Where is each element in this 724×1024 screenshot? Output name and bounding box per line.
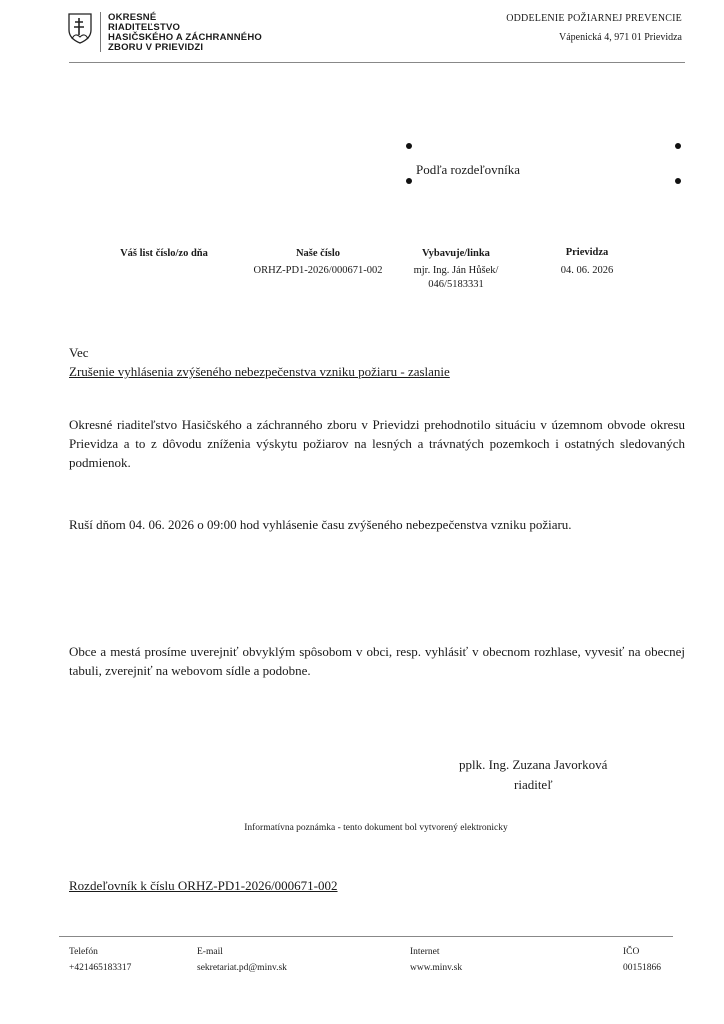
footer-email: sekretariat.pd@minv.sk [197,963,287,973]
department-name: ODDELENIE POŽIARNEJ PREVENCIE [506,13,682,24]
footer-email-label: E-mail [197,947,223,957]
subject-line: Zrušenie vyhlásenia zvýšeného nebezpečenstva vzniku požiaru - zaslanie [69,364,450,379]
window-corner-mark [406,143,412,149]
org-line: HASIČSKÉHO A ZÁCHRANNÉHO [108,32,262,43]
body-paragraph: Ruší dňom 04. 06. 2026 o 09:00 hod vyhlásenie času zvýšeného nebezpečenstva vzniku požiaru. [69,517,572,532]
recipient: Podľa rozdeľovníka [416,162,521,177]
footer-ico: 00151866 [623,963,661,973]
window-corner-mark [406,178,412,184]
body-paragraph: Obce a mestá prosíme uverejniť obvyklým spôsobom v obci, resp. vyhlásiť v obecnom rozhlase, vyvesiť na obecnej tabuli, zverejniť na webovom sídle a podobne. [69,644,685,678]
organization-name [108,13,308,53]
org-line: ZBORU V PRIEVIDZI [108,42,204,53]
org-line: RIADITEĽSTVO [108,22,181,33]
footer-ico-label: IČO [623,947,640,957]
footer-divider [59,936,673,937]
handled-by-label: Vybavuje/linka [422,248,490,259]
department-address: Vápenická 4, 971 01 Prievidza [558,32,682,43]
footer-phone-label: Telefón [69,947,98,957]
letter-date: 04. 06. 2026 [560,265,614,276]
window-corner-mark [675,178,681,184]
signatory-title: riaditeľ [514,777,553,792]
org-line: OKRESNÉ [108,12,157,23]
footer-phone: +421465183317 [69,963,132,973]
slovak-coat-of-arms-icon [67,12,93,44]
handled-by-name: mjr. Ing. Ján Hůšek/ [413,265,499,276]
body-paragraph: Okresné riaditeľstvo Hasičského a záchranného zboru v Prievidzi prehodnotilo situáciu v územnom obvode okresu Prievidza a to z dôvodu zníženia výskytu požiarov na lesných a trávnatých pozemkoch i ostatných sledovaných podmienok. [69,417,685,470]
footer-internet-label: Internet [410,947,440,957]
our-number: ORHZ-PD1-2026/000671-002 [253,265,383,276]
informative-note: Informatívna poznámka - tento dokument bol vytvorený elektronicky [244,823,508,833]
our-number-label: Naše číslo [295,248,341,259]
header-divider [69,62,685,63]
signatory-name: pplk. Ing. Zuzana Javorková [459,757,608,772]
distribution-list-heading: Rozdeľovník k číslu ORHZ-PD1-2026/000671-002 [69,878,338,893]
your-letter-label: Váš list číslo/zo dňa [120,248,208,259]
subject-label: Vec [69,345,89,360]
window-corner-mark [675,143,681,149]
header-separator [100,12,101,52]
footer-internet: www.minv.sk [410,963,463,973]
city-label: Prievidza [565,247,609,258]
handled-by-phone: 046/5183331 [428,279,484,290]
